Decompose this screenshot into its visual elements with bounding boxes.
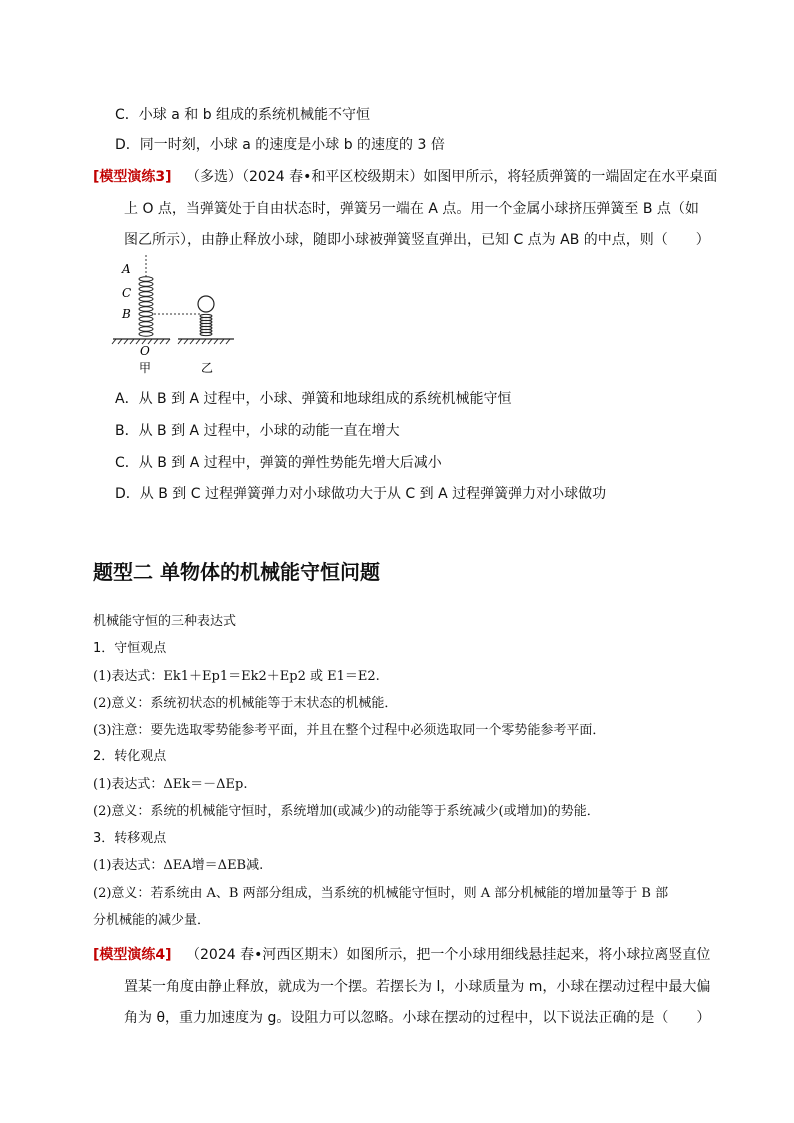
question-3-line-3: 图乙所示），由静止释放小球，随即小球被弹簧竖直弹出，已知 C 点为 AB 的中点，则（ ） bbox=[124, 232, 710, 248]
label-o: O bbox=[140, 344, 150, 358]
point-3-meaning-1: (2)意义：若系统由 A、B 两部分组成，当系统的机械能守恒时，则 A 部分机械能的增加量等于 B 部 bbox=[93, 886, 669, 901]
section-intro: 机械能守恒的三种表达式 bbox=[93, 614, 237, 629]
option-d: D．同一时刻，小球 a 的速度是小球 b 的速度的 3 倍 bbox=[115, 137, 445, 153]
question-4-line-2: 置某一角度由静止释放，就成为一个摆。若摆长为 l，小球质量为 m，小球在摆动过程中最大偏 bbox=[124, 979, 711, 995]
label-c: C bbox=[122, 286, 132, 300]
point-2-formula: (1)表达式：ΔEk＝－ΔEp. bbox=[93, 777, 248, 792]
section-title: 题型二 单物体的机械能守恒问题 bbox=[93, 560, 380, 584]
question-3-line-2: 上 O 点，当弹簧处于自由状态时，弹簧另一端在 A 点。用一个金属小球挤压弹簧至 B 点（如 bbox=[124, 201, 699, 217]
metal-ball bbox=[198, 296, 214, 312]
question-4-line-1 bbox=[93, 944, 710, 964]
question-tag: [模型演练4] bbox=[93, 947, 172, 963]
point-3-heading: 3．转移观点 bbox=[93, 831, 167, 846]
spring-yi bbox=[200, 314, 212, 335]
label-jia: 甲 bbox=[139, 361, 152, 375]
q3-option-d: D．从 B 到 C 过程弹簧弹力对小球做功大于从 C 到 A 过程弹簧弹力对小球做功 bbox=[115, 486, 607, 502]
label-a: A bbox=[122, 262, 131, 276]
point-3-formula: (1)表达式：ΔEA增＝ΔEB减. bbox=[93, 858, 264, 873]
point-2-heading: 2．转化观点 bbox=[93, 749, 167, 764]
spring-jia bbox=[139, 277, 153, 336]
option-c: C．小球 a 和 b 组成的系统机械能不守恒 bbox=[115, 107, 371, 123]
question-text: （2024 春•河西区期末）如图所示，把一个小球用细线悬挂起来，将小球拉离竖直位 bbox=[186, 947, 711, 963]
question-tag: [模型演练3] bbox=[93, 169, 172, 185]
point-1-formula: (1)表达式：Ek1＋Ep1＝Ek2＋Ep2 或 E1＝E2. bbox=[93, 669, 380, 684]
point-1-heading: 1．守恒观点 bbox=[93, 641, 167, 656]
point-2-meaning: (2)意义：系统的机械能守恒时，系统增加(或减少)的动能等于系统减少(或增加)的势能． bbox=[93, 804, 600, 819]
point-1-note: (3)注意：要先选取零势能参考平面，并且在整个过程中必须选取同一个零势能参考平面． bbox=[93, 723, 606, 738]
question-text: （多选）（2024 春•和平区校级期末）如图甲所示，将轻质弹簧的一端固定在水平桌面 bbox=[186, 169, 718, 185]
point-1-meaning: (2)意义：系统初状态的机械能等于末状态的机械能． bbox=[93, 696, 398, 711]
question-4-line-3: 角为 θ，重力加速度为 g。设阻力可以忽略。小球在摆动的过程中，以下说法正确的是（ ） bbox=[124, 1010, 711, 1026]
label-b: B bbox=[122, 307, 131, 321]
label-yi: 乙 bbox=[201, 361, 214, 375]
question-3-line-1 bbox=[93, 166, 717, 186]
q3-option-a: A．从 B 到 A 过程中，小球、弹簧和地球组成的系统机械能守恒 bbox=[115, 391, 512, 407]
spring-figure bbox=[108, 255, 248, 380]
q3-option-b: B．从 B 到 A 过程中，小球的动能一直在增大 bbox=[115, 423, 400, 439]
point-3-meaning-2: 分机械能的减少量． bbox=[93, 913, 211, 928]
q3-option-c: C．从 B 到 A 过程中，弹簧的弹性势能先增大后减小 bbox=[115, 455, 442, 471]
